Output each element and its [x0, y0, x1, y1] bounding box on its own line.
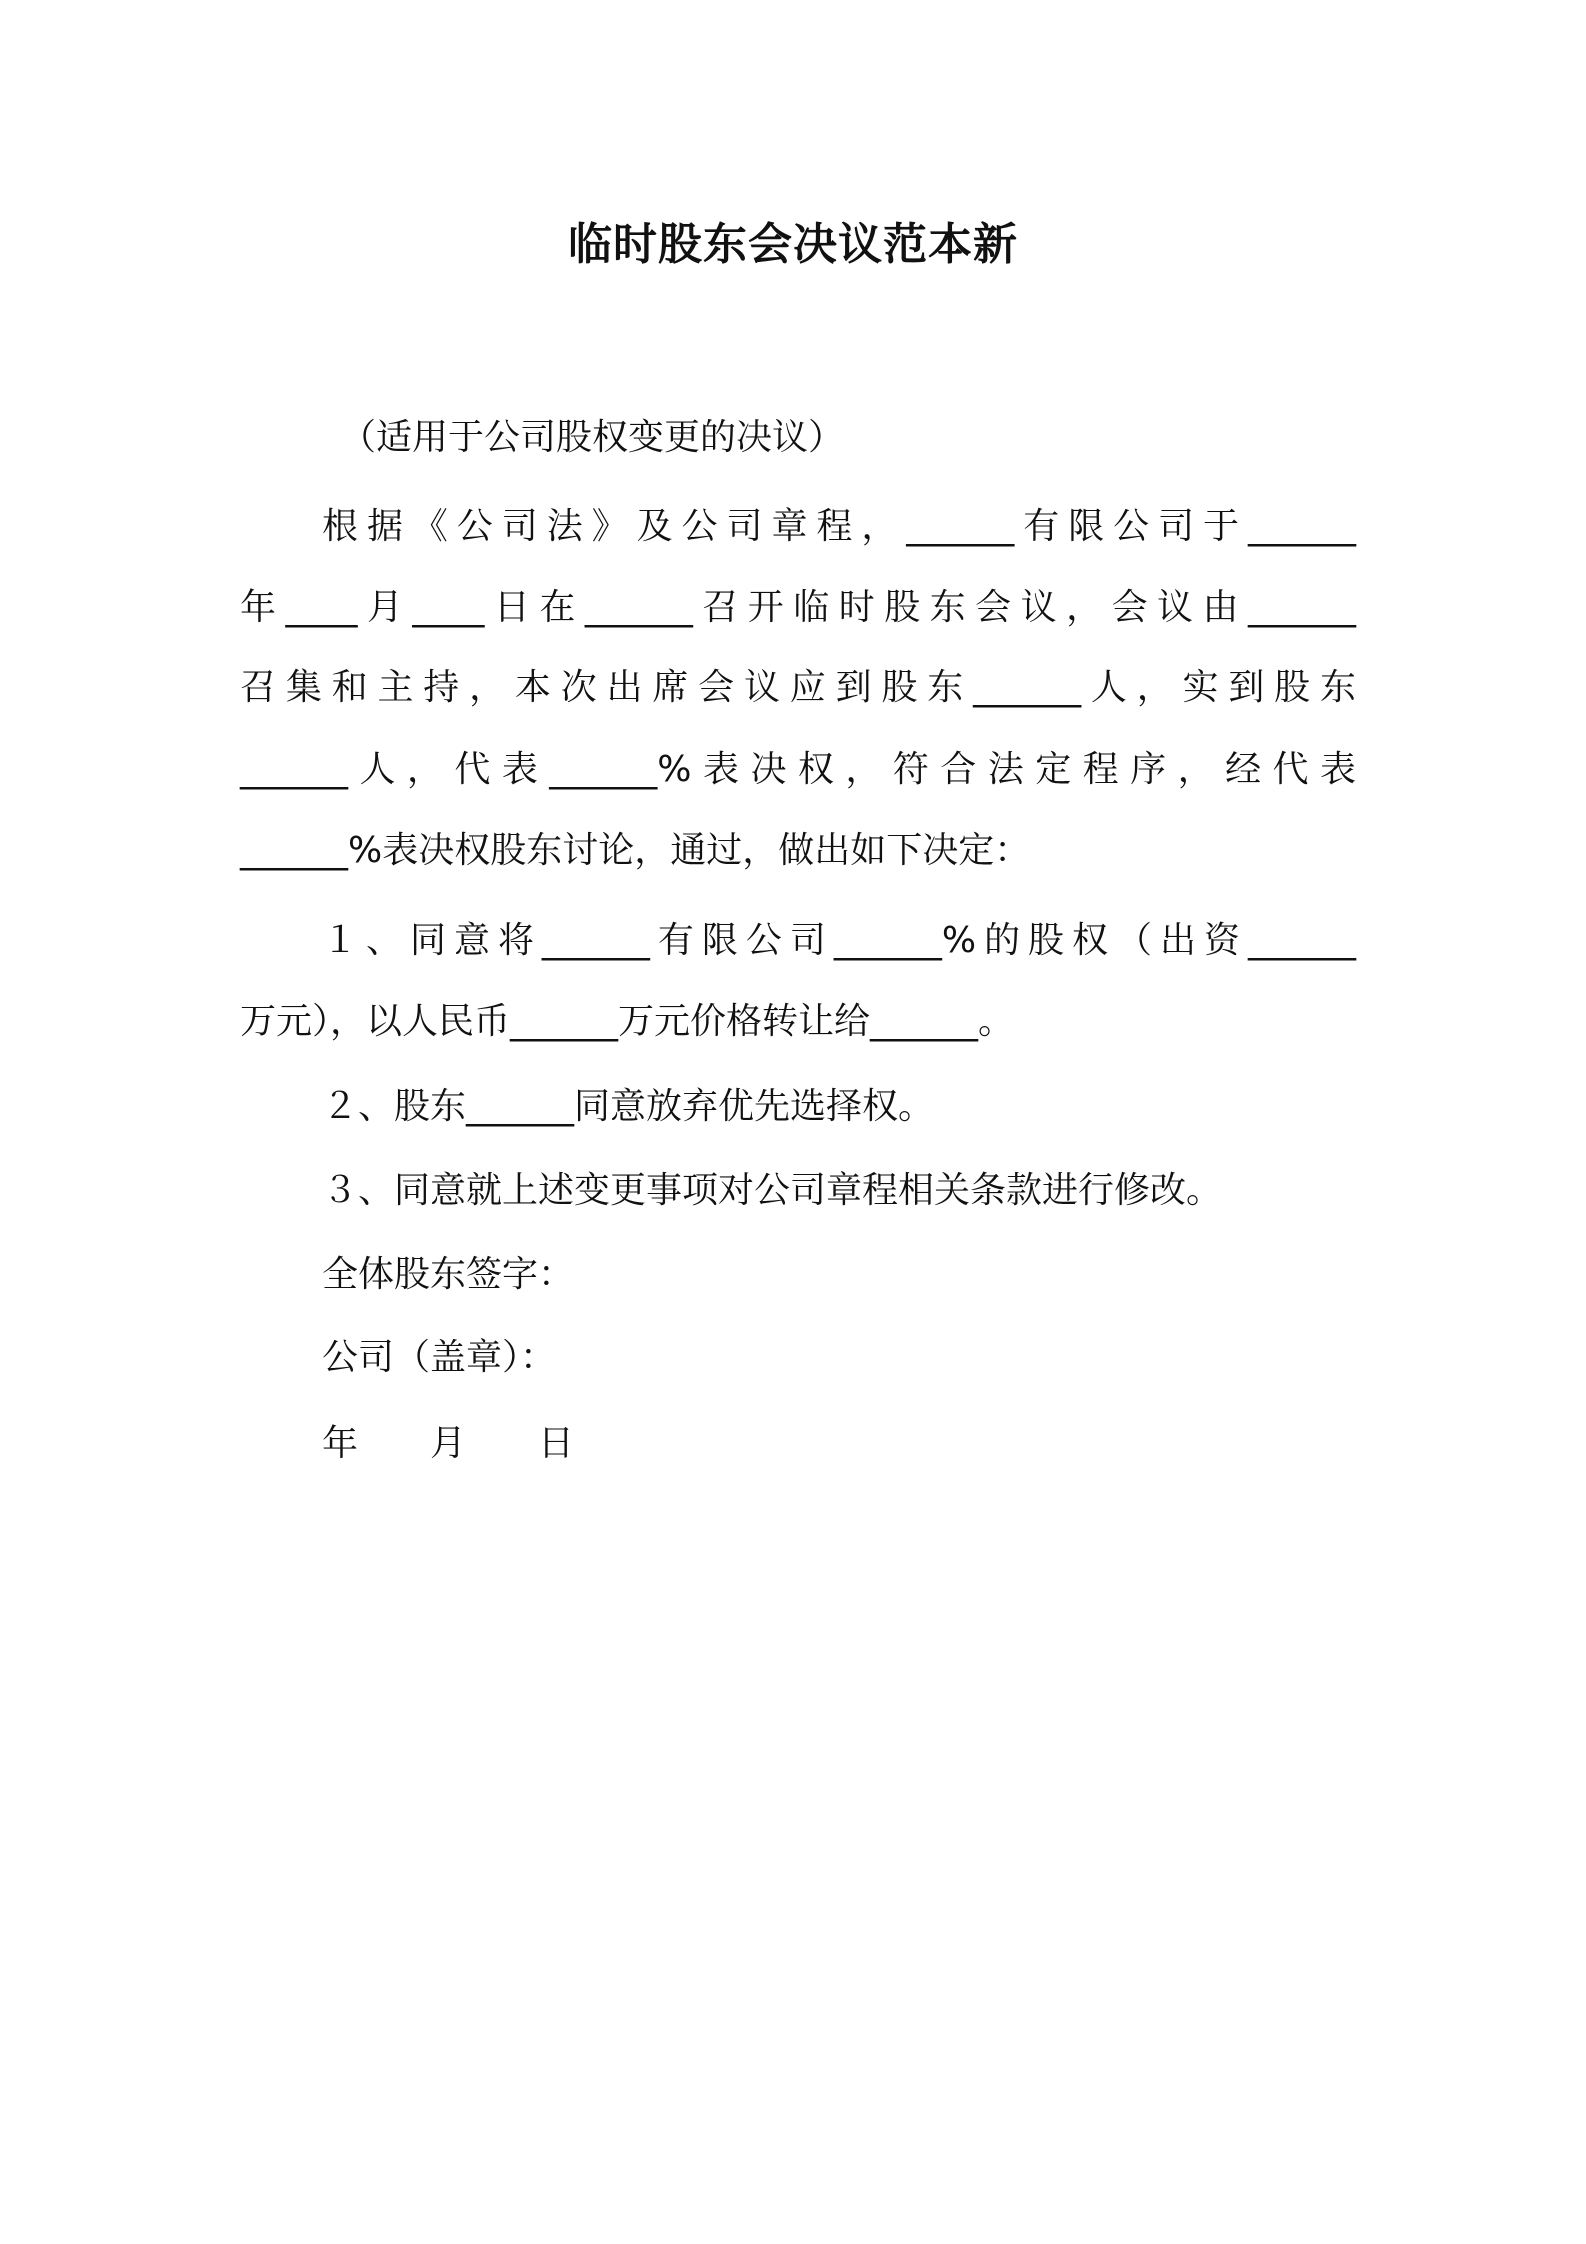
- document-subtitle: （适用于公司股权变更的决议）: [340, 417, 845, 458]
- intro-line-1: 根据《公司法》及公司章程，______有限公司于______: [322, 506, 1356, 547]
- intro-line-3: 召集和主持，本次出席会议应到股东______人，实到股东: [240, 667, 1356, 708]
- item-1-line-1: １、同意将______有限公司______%的股权（出资______: [322, 920, 1356, 961]
- intro-line-4: ______人，代表______%表决权，符合法定程序，经代表: [240, 749, 1356, 790]
- signature-label: 全体股东签字：: [322, 1254, 575, 1295]
- item-1-line-2: 万元），以人民币______万元价格转让给______。: [240, 1001, 1015, 1042]
- item-2: ２、股东______同意放弃优先选择权。: [322, 1086, 935, 1127]
- intro-line-5: ______%表决权股东讨论，通过，做出如下决定：: [240, 830, 1031, 871]
- company-seal-label: 公司（盖章）：: [322, 1337, 557, 1378]
- date-label: 年 月 日: [322, 1423, 575, 1464]
- item-3: ３、同意就上述变更事项对公司章程相关条款进行修改。: [322, 1170, 1223, 1211]
- document-title: 临时股东会决议范本新: [568, 219, 1018, 270]
- intro-line-2: 年____月____日在______召开临时股东会议，会议由______: [240, 587, 1356, 628]
